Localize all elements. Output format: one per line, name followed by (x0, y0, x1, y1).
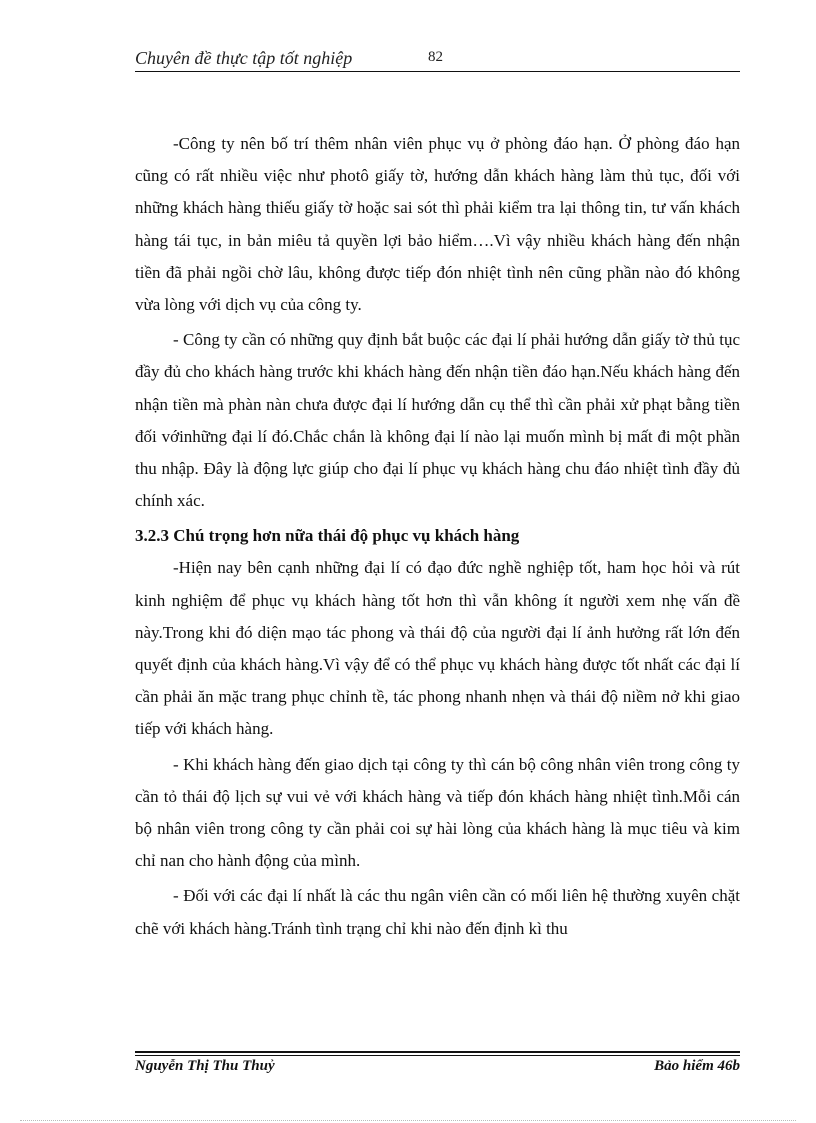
paragraph: -Công ty nên bố trí thêm nhân viên phục vụ ở phòng đáo hạn. Ở phòng đáo hạn cũng có rất nhiều việc như photô giấy tờ, hướng dẫn khách hàng làm thủ tục, đối với những khách hàng thiếu giấy tờ hoặc sai sót thì phải kiểm tra lại thông tin, tư vấn khách hàng tái tục, in bản miêu tả quyền lợi bảo hiểm….Vì vậy nhiều khách hàng đến nhận tiền đã phải ngồi chờ lâu, không được tiếp đón nhiệt tình nên cũng phần nào đó không vừa lòng với dịch vụ của công ty. (135, 134, 740, 315)
header-divider (135, 71, 740, 72)
paragraph: - Khi khách hàng đến giao dịch tại công ty thì cán bộ công nhân viên trong công ty cần tỏ thái độ lịch sự vui vẻ với khách hàng và tiếp đón khách hàng nhiệt tình.Mỗi cán bộ nhân viên trong công ty cần phải coi sự hài lòng của khách hàng là mục tiêu và kim chỉ nan cho hành động của mình. (135, 754, 740, 871)
footer-class: Bảo hiểm 46b (654, 1058, 740, 1074)
page-body (135, 128, 740, 948)
document-title: Chuyên đề thực tập tốt nghiệp (135, 48, 353, 68)
footer-divider (135, 1051, 740, 1053)
page-bottom-border (20, 1120, 796, 1121)
page-header (135, 46, 740, 74)
section-heading: 3.2.3 Chú trọng hơn nữa thái độ phục vụ khách hàng (135, 526, 520, 546)
paragraph: - Đối với các đại lí nhất là các thu ngân viên cần có mối liên hệ thường xuyên chặt chẽ với khách hàng.Tránh tình trạng chỉ khi nào đến định kì thu (135, 886, 740, 938)
page-number: 82 (428, 49, 443, 65)
footer-author: Nguyễn Thị Thu Thuỷ (135, 1058, 275, 1074)
paragraph: -Hiện nay bên cạnh những đại lí có đạo đức nghề nghiệp tốt, ham học hỏi và rút kinh nghiệm để phục vụ khách hàng tốt hơn thì vẫn không ít người xem nhẹ vấn đề này.Trong khi đó diện mạo tác phong và thái độ của người đại lí ảnh hưởng rất lớn đến quyết định của khách hàng.Vì vậy để có thể phục vụ khách hàng được tốt nhất các đại lí cần phải ăn mặc trang phục chỉnh tề, tác phong nhanh nhẹn và thái độ niềm nở khi giao tiếp với khách hàng. (135, 558, 740, 739)
paragraph: - Công ty cần có những quy định bắt buộc các đại lí phải hướng dẫn giấy tờ thủ tục đầy đủ cho khách hàng trước khi khách hàng đến nhận tiền đáo hạn.Nếu khách hàng đến nhận tiền mà phàn nàn chưa được đại lí hướng dẫn cụ thể thì cần phải xử phạt bằng tiền đối vớinhững đại lí đó.Chắc chắn là không đại lí nào lại muốn mình bị mất đi một phần thu nhập. Đây là động lực giúp cho đại lí phục vụ khách hàng chu đáo nhiệt tình đầy đủ chính xác. (135, 330, 740, 511)
footer-divider-thin (135, 1055, 740, 1056)
